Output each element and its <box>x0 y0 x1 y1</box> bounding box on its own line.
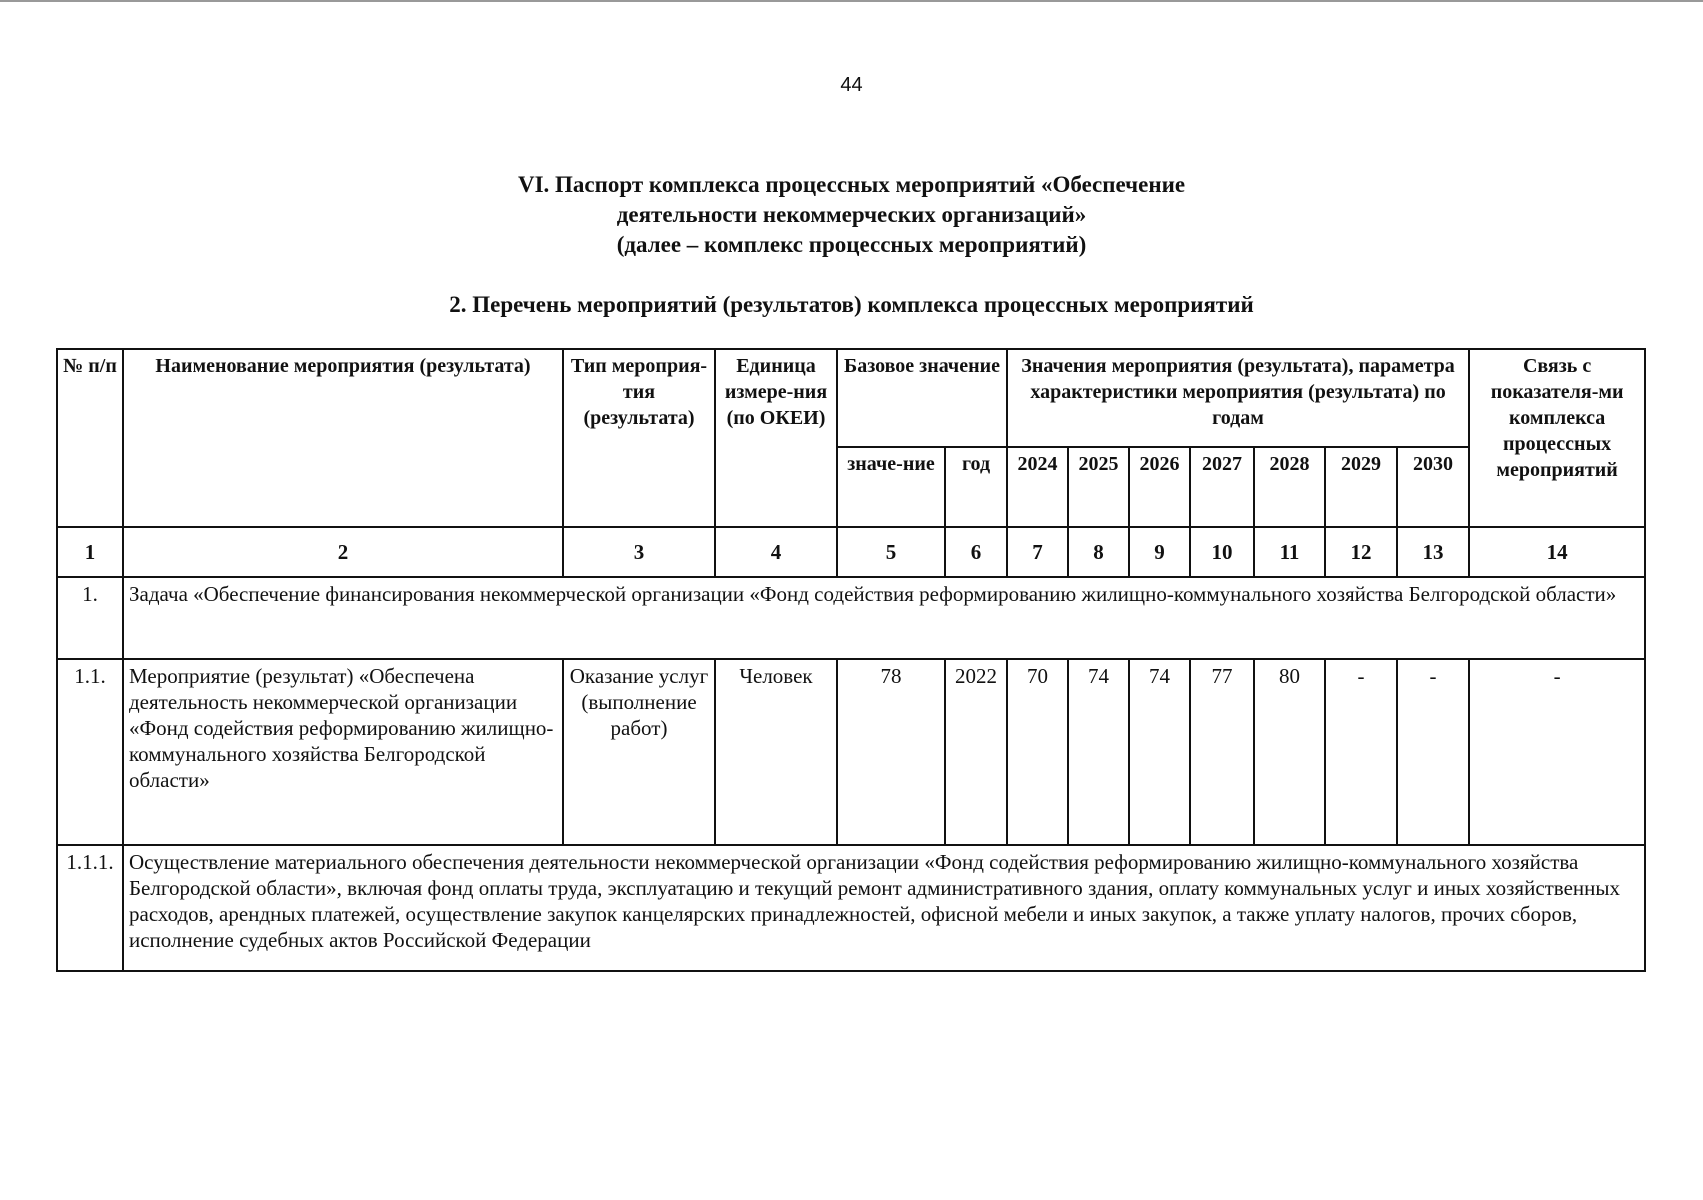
header-type: Тип мероприя-тия (результата) <box>563 349 715 527</box>
header-values-by-year: Значения мероприятия (результата), параметра характеристики мероприятия (результата) по годам <box>1007 349 1469 447</box>
header-year: 2028 <box>1254 447 1325 527</box>
header-year: 2027 <box>1190 447 1254 527</box>
title-line-1: VI. Паспорт комплекса процессных мероприятий «Обеспечение <box>517 172 1186 197</box>
row-num: 1.1.1. <box>57 845 123 971</box>
title-line-3: (далее – комплекс процессных мероприятий) <box>616 232 1087 257</box>
year-value: - <box>1325 659 1397 845</box>
header-link: Связь с показателя-ми комплекса процессных мероприятий <box>1469 349 1645 527</box>
section-subtitle: 2. Перечень мероприятий (результатов) комплекса процессных мероприятий <box>449 292 1254 317</box>
header-base-year: год <box>945 447 1007 527</box>
header-year: 2025 <box>1068 447 1129 527</box>
activity-unit: Человек <box>715 659 837 845</box>
scan-top-edge <box>0 0 1703 2</box>
header-unit: Единица измере-ния (по ОКЕИ) <box>715 349 837 527</box>
activity-type: Оказание услуг (выполнение работ) <box>563 659 715 845</box>
year-value: 74 <box>1068 659 1129 845</box>
subactivity-text: Осуществление материального обеспечения деятельности некоммерческой организации «Фонд содействия реформированию жилищно-коммунального хозяйства Белгородской области», включая фонд оплаты труда, эксплуатацию и текущий ремонт административного здания, оплату коммунальных услуг и иных хозяйственных расходов, арендных платежей, осуществление закупок канцелярских принадлежностей, офисной мебели и иных закупок, а также уплату налогов, прочих сборов, исполнение судебных актов Российской Федерации <box>123 845 1645 971</box>
page-number: 44 <box>840 74 863 96</box>
column-number: 1 <box>57 527 123 577</box>
column-number: 5 <box>837 527 945 577</box>
title-line-2: деятельности некоммерческих организаций» <box>616 202 1087 227</box>
document-title <box>0 170 1703 260</box>
column-number: 4 <box>715 527 837 577</box>
header-year: 2030 <box>1397 447 1469 527</box>
column-number: 14 <box>1469 527 1645 577</box>
column-number: 7 <box>1007 527 1068 577</box>
header-num: № п/п <box>57 349 123 527</box>
activities-table <box>56 348 1646 972</box>
table-row-subactivity <box>57 845 1645 971</box>
year-value: 70 <box>1007 659 1068 845</box>
base-year: 2022 <box>945 659 1007 845</box>
header-year: 2029 <box>1325 447 1397 527</box>
year-value: - <box>1397 659 1469 845</box>
activity-name: Мероприятие (результат) «Обеспечена деятельность некоммерческой организации «Фонд содействия реформированию жилищно-коммунального хозяйства Белгородской области» <box>123 659 563 845</box>
table-row-activity <box>57 659 1645 845</box>
year-value: 74 <box>1129 659 1190 845</box>
row-num: 1. <box>57 577 123 659</box>
column-number: 6 <box>945 527 1007 577</box>
column-number: 2 <box>123 527 563 577</box>
column-number: 3 <box>563 527 715 577</box>
year-value: 77 <box>1190 659 1254 845</box>
row-num: 1.1. <box>57 659 123 845</box>
base-value: 78 <box>837 659 945 845</box>
header-year: 2024 <box>1007 447 1068 527</box>
column-number: 8 <box>1068 527 1129 577</box>
link-value: - <box>1469 659 1645 845</box>
column-number: 11 <box>1254 527 1325 577</box>
column-number-row <box>57 527 1645 577</box>
column-number: 10 <box>1190 527 1254 577</box>
year-value: 80 <box>1254 659 1325 845</box>
column-number: 13 <box>1397 527 1469 577</box>
column-number: 12 <box>1325 527 1397 577</box>
column-number: 9 <box>1129 527 1190 577</box>
task-text: Задача «Обеспечение финансирования некоммерческой организации «Фонд содействия реформированию жилищно-коммунального хозяйства Белгородской области» <box>123 577 1645 659</box>
header-year: 2026 <box>1129 447 1190 527</box>
header-base: Базовое значение <box>837 349 1007 447</box>
header-name: Наименование мероприятия (результата) <box>123 349 563 527</box>
table-row-task <box>57 577 1645 659</box>
header-base-value: значе-ние <box>837 447 945 527</box>
